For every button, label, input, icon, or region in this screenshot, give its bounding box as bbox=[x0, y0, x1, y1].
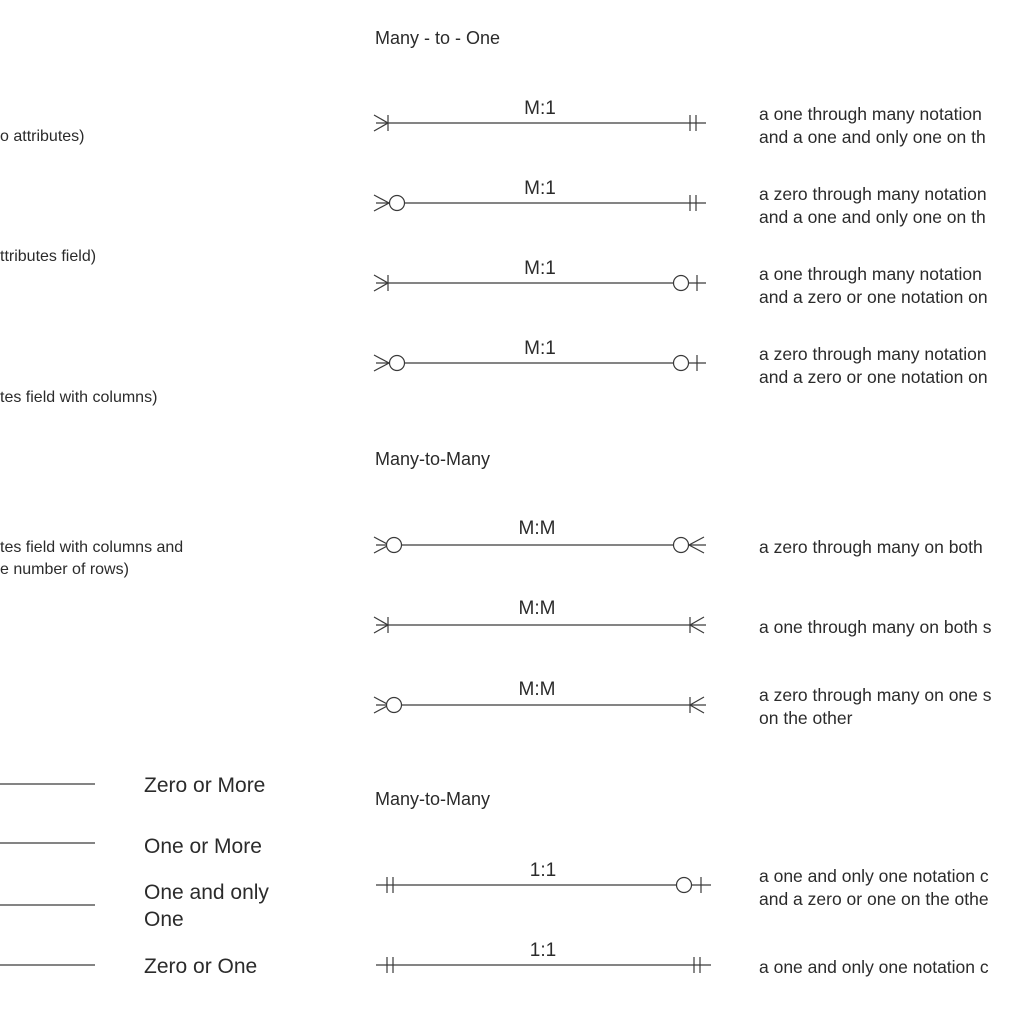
relationship-label-4: M:1 bbox=[524, 338, 556, 359]
legend-label-one-and-only-one-line-2: One bbox=[144, 908, 184, 931]
relationship-label-1: M:1 bbox=[524, 98, 556, 119]
relationship-desc-7-line-2: on the other bbox=[759, 708, 853, 728]
relationship-desc-8-line-1: a one and only one notation c bbox=[759, 866, 989, 886]
relationship-desc-5 bbox=[759, 536, 983, 559]
relationship-desc-8-line-2: and a zero or one on the othe bbox=[759, 889, 989, 909]
section-heading-many-to-one: Many - to - One bbox=[375, 28, 501, 48]
relationship-line-6 bbox=[374, 617, 706, 633]
relationship-desc-2-line-1: a zero through many notation bbox=[759, 184, 987, 204]
relationship-label-8: 1:1 bbox=[529, 860, 557, 881]
relationship-desc-3-line-1: a one through many notation bbox=[759, 264, 982, 284]
relationship-desc-4-line-2: and a zero or one notation on bbox=[759, 367, 988, 387]
legend-label-one-and-only-one bbox=[144, 879, 269, 933]
relationship-desc-9 bbox=[759, 956, 989, 979]
relationship-desc-1-line-2: and a one and only one on th bbox=[759, 127, 986, 147]
legend-label-zero-or-more: Zero or More bbox=[144, 774, 266, 797]
relationship-desc-8 bbox=[759, 865, 989, 911]
left-fragment-1: o attributes) bbox=[0, 128, 85, 145]
relationship-desc-3 bbox=[759, 263, 988, 309]
relationship-desc-1-line-1: a one through many notation bbox=[759, 104, 982, 124]
relationship-label-2: M:1 bbox=[524, 178, 556, 199]
relationship-desc-6 bbox=[759, 616, 992, 639]
relationship-desc-1 bbox=[759, 103, 986, 149]
legend-label-one-or-more: One or More bbox=[144, 835, 262, 858]
relationship-desc-5-line-1: a zero through many on both bbox=[759, 537, 983, 557]
section-heading-many-to-many: Many-to-Many bbox=[375, 449, 491, 469]
relationship-label-3: M:1 bbox=[524, 258, 556, 279]
legend-label-one-and-only-one-line-1: One and only bbox=[144, 881, 269, 904]
relationship-label-5: M:M bbox=[518, 518, 556, 539]
relationship-label-7: M:M bbox=[518, 679, 556, 700]
left-fragment-5: e number of rows) bbox=[0, 561, 129, 578]
relationship-desc-9-line-1: a one and only one notation c bbox=[759, 957, 989, 977]
relationship-desc-7-line-1: a zero through many on one s bbox=[759, 685, 992, 705]
relationship-desc-6-line-1: a one through many on both s bbox=[759, 617, 992, 637]
relationship-desc-3-line-2: and a zero or one notation on bbox=[759, 287, 988, 307]
section-heading-many-to-many-2: Many-to-Many bbox=[375, 789, 491, 809]
left-fragment-2: ttributes field) bbox=[0, 248, 97, 265]
relationship-label-9: 1:1 bbox=[529, 940, 557, 961]
relationship-line-5 bbox=[374, 537, 706, 553]
left-fragment-4: tes field with columns and bbox=[0, 539, 184, 556]
relationship-desc-7 bbox=[759, 684, 992, 730]
relationship-desc-2-line-2: and a one and only one on th bbox=[759, 207, 986, 227]
relationship-desc-4 bbox=[759, 343, 988, 389]
relationship-label-6: M:M bbox=[518, 598, 556, 619]
left-fragment-3: tes field with columns) bbox=[0, 389, 158, 406]
relationship-desc-2 bbox=[759, 183, 987, 229]
legend-label-zero-or-one: Zero or One bbox=[144, 955, 258, 978]
relationship-desc-4-line-1: a zero through many notation bbox=[759, 344, 987, 364]
